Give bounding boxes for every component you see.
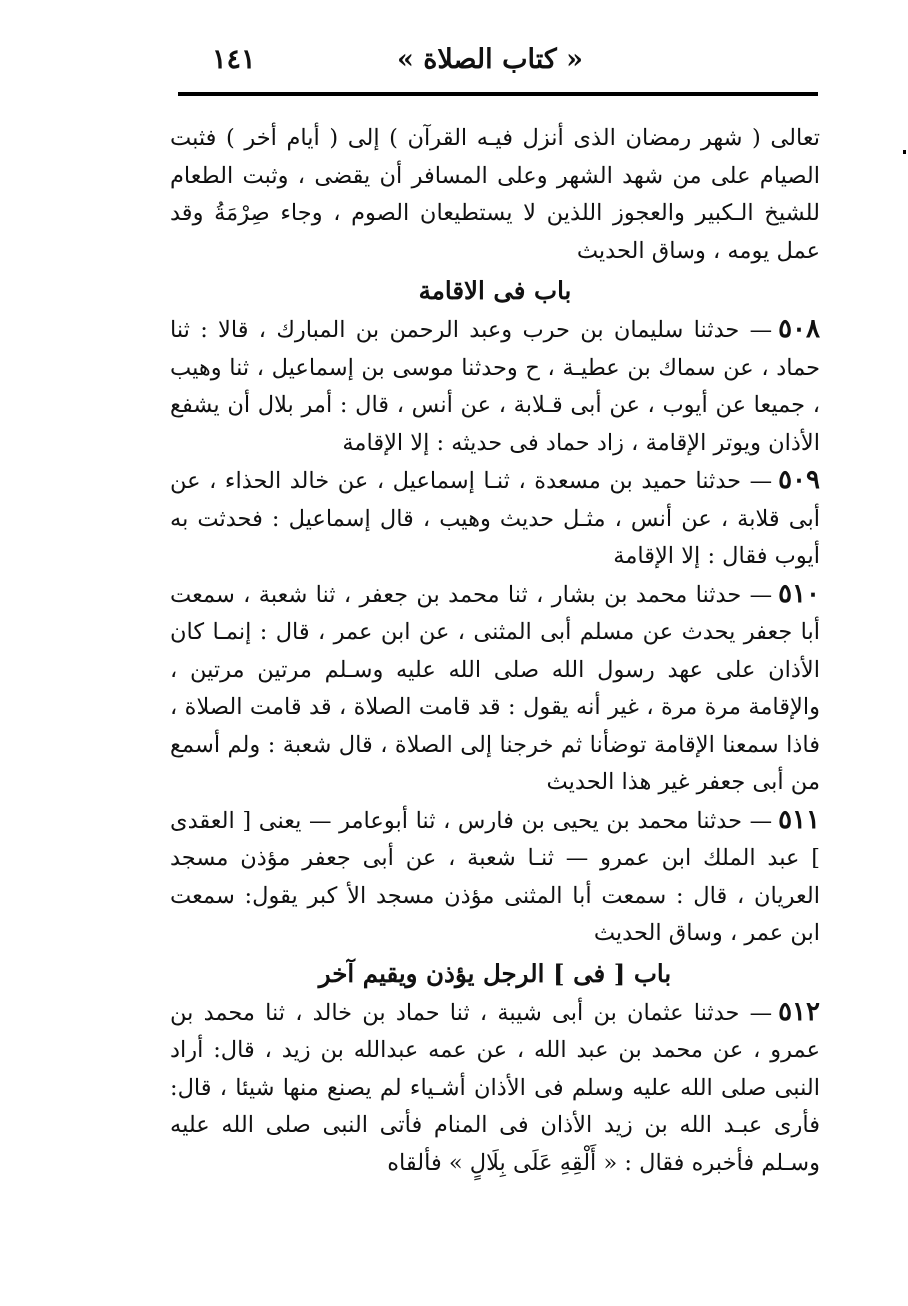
chapter-heading: باب [ فى ] الرجل يؤذن ويقيم آخر	[318, 958, 672, 988]
hadith-paragraph	[170, 994, 820, 1183]
page-body	[170, 120, 820, 1182]
hadith-number: ٥٠٨	[778, 314, 820, 344]
hadith-text: — حدثنا محمد بن بشار ، ثنا محمد بن جعفر ، ثنا شعبة ، سمعت أبا جعفر يحدث عن مسلم أبى المثنى ، عن ابن عمر ، قال : إنمـا كان الأذان على عهد رسول الله صلى الله عليه وسـلم مرتين مرتين ، والإقامة مرة مرة ، غير أنه يقول : قد قامت الصلاة ، قد قامت الصلاة ، فاذا سمعنا الإقامة توضأنا ثم خرجنا إلى الصلاة ، قال شعبة : ولم أسمع من أبى جعفر غير هذا الحديث	[170, 581, 820, 795]
hadith-text: — حدثنا عثمان بن أبى شيبة ، ثنا حماد بن خالد ، ثنا محمد بن عمرو ، عن محمد بن عبد الله ، عن عمه عبدالله بن زيد ، قال: أراد النبى صلى الله عليه وسلم فى الأذان أشـياء لم يصنع منها شيئا ، قال: فأرى عبـد الله بن زيد الأذان فى المنام فأتى النبى صلى الله عليه وسـلم فأخبره فقال : « أَلْقِهِ عَلَى بِلَالٍ » فألقاه	[170, 999, 820, 1176]
margin-mark	[903, 150, 906, 154]
continued-paragraph: تعالى ( شهر رمضان الذى أنزل فيـه القرآن ) إلى ( أيام أخر ) فثبت الصيام على من شهد الشهر وعلى المسافر أن يقضى ، وثبت الطعام للشيخ الـكبير والعجوز اللذين لا يستطيعان الصوم ، وجاء صِرْمَةُ وقد عمل يومه ، وساق الحديث	[170, 125, 820, 264]
hadith-text: — حدثنا سليمان بن حرب وعبد الرحمن بن المبارك ، قالا : ثنا حماد ، عن سماك بن عطيـة ، ح وحدثنا موسى بن إسماعيل ، ثنا وهيب ، جميعا عن أيوب ، عن أبى قـلابة ، عن أنس ، قال : أمر بلال أن يشفع الأذان ويوتر الإقامة ، زاد حماد فى حديثه : إلا الإقامة	[170, 317, 820, 456]
hadith-paragraph	[170, 311, 820, 462]
page-number: ١٤١	[212, 44, 256, 75]
hadith-paragraph	[170, 802, 820, 953]
hadith-paragraph	[170, 576, 820, 802]
header-divider	[178, 92, 818, 96]
hadith-number: ٥١١	[778, 804, 820, 835]
hadith-number: ٥١٢	[778, 996, 820, 1027]
running-header-title: « كتاب الصلاة »	[396, 44, 583, 75]
hadith-text: — حدثنا محمد بن يحيى بن فارس ، ثنا أبوعامر — يعنى [ العقدى ] عبد الملك ابن عمرو — ثنـا شعبة ، عن أبى جعفر مؤذن مسجد العريان ، قال : سمعت أبا المثنى مؤذن مسجد الأ كبر يقول: سمعت ابن عمر ، وساق الحديث	[170, 807, 820, 946]
hadith-number: ٥١٠	[778, 578, 820, 609]
hadith-paragraph	[170, 462, 820, 576]
hadith-text: — حدثنا حميد بن مسعدة ، ثنـا إسماعيل ، عن خالد الحذاء ، عن أبى قلابة ، عن أنس ، مثـل حديث وهيب ، قال إسماعيل : فحدثت به أيوب فقال : إلا الإقامة	[170, 468, 820, 569]
hadith-number: ٥٠٩	[778, 465, 820, 495]
chapter-heading: باب فى الاقامة	[418, 276, 572, 305]
